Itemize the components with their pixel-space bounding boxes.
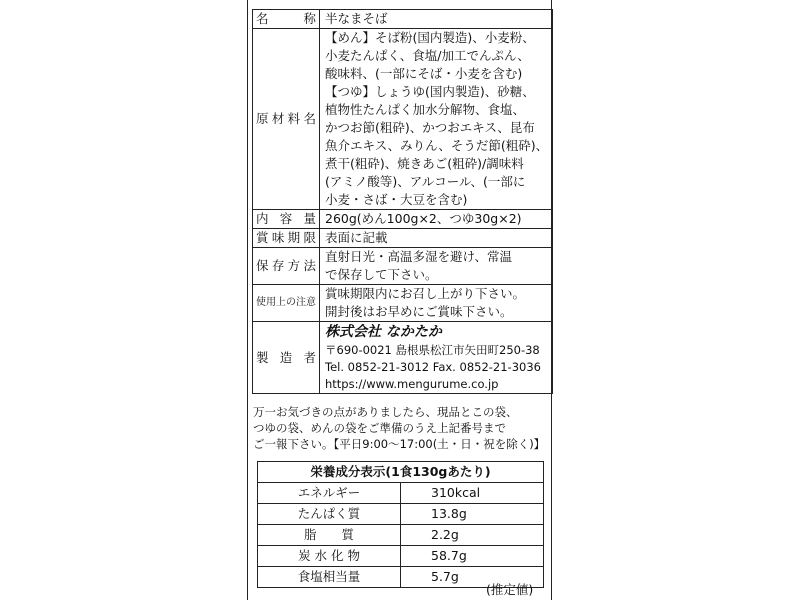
- ingredients-line: 小麦たんぱく、食塩/加工でんぷん、: [325, 48, 530, 63]
- nutrition-row: [258, 525, 544, 546]
- row-contents: [253, 210, 553, 229]
- nutrient-name: エネルギー: [258, 483, 401, 504]
- contents-key: 内 容 量: [253, 210, 320, 229]
- nutrition-title: 栄養成分表示(1食130gあたり): [258, 462, 544, 483]
- best-before-text: 表面に記載: [325, 230, 388, 245]
- nutrition-table: [257, 461, 544, 588]
- net-contents: 260g(めん100g×2、つゆ30g×2): [325, 211, 522, 226]
- row-usage-notes: [253, 285, 553, 322]
- manufacturer-value: [320, 322, 553, 394]
- product-name: 半なまそば: [325, 11, 388, 26]
- ingredients-line: (アミノ酸等)、アルコール、(一部に: [325, 174, 526, 189]
- nutrient-value: 2.2g: [401, 525, 544, 546]
- usage-notes-key: 使用上の注意: [253, 285, 320, 322]
- nutrient-value: 5.7g: [401, 567, 544, 588]
- ingredients-key: 原材料名: [253, 29, 320, 210]
- nutrient-name: 食塩相当量: [258, 567, 401, 588]
- notice-line: 万一お気づきの点がありましたら、現品とこの袋、: [253, 405, 518, 419]
- storage-value: [320, 248, 553, 285]
- row-best-before: [253, 229, 553, 248]
- nutrient-value: 58.7g: [401, 546, 544, 567]
- storage-line: 直射日光・高温多湿を避け、常温: [325, 249, 513, 264]
- manufacturer-key: 製 造 者: [253, 322, 320, 394]
- company-phone-fax: Tel. 0852-21-3012 Fax. 0852-21-3036: [325, 360, 541, 374]
- nutrient-name: 脂 質: [258, 525, 401, 546]
- ingredients-line: 煮干(粗砕)、焼きあご(粗砕)/調味料: [325, 156, 524, 171]
- best-before-key: 賞味期限: [253, 229, 320, 248]
- company-address: 〒690-0021 島根県松江市矢田町250-38: [325, 343, 540, 357]
- company-url: https://www.mengurume.co.jp: [325, 377, 499, 391]
- row-name: [253, 10, 553, 29]
- ingredients-line: かつお節(粗砕)、かつおエキス、昆布: [325, 120, 535, 135]
- ingredients-line: 【めん】そば粉(国内製造)、小麦粉、: [325, 30, 535, 45]
- storage-line: で保存して下さい。: [325, 267, 438, 282]
- name-key: 名 称: [253, 10, 320, 29]
- ingredients-line: 酸味料、(一部にそば・小麦を含む): [325, 66, 523, 81]
- storage-key: 保存方法: [253, 248, 320, 285]
- ingredients-line: 小麦・さば・大豆を含む): [325, 192, 468, 207]
- nutrition-row: [258, 546, 544, 567]
- usage-note-line: 開封後はお早めにご賞味下さい。: [325, 304, 513, 319]
- company-name: 株式会社 なかたか: [325, 324, 442, 340]
- nutrient-name: 炭 水 化 物: [258, 546, 401, 567]
- name-value: [320, 10, 553, 29]
- usage-notes-value: [320, 285, 553, 322]
- nutrition-header-row: [258, 462, 544, 483]
- ingredients-value: [320, 29, 553, 210]
- nutrient-value: 310kcal: [401, 483, 544, 504]
- best-before-value: [320, 229, 553, 248]
- usage-note-line: 賞味期限内にお召し上がり下さい。: [325, 286, 526, 301]
- row-ingredients: [253, 29, 553, 210]
- row-storage: [253, 248, 553, 285]
- row-manufacturer: [253, 322, 553, 394]
- contents-value: [320, 210, 553, 229]
- nutrition-row: [258, 504, 544, 525]
- estimate-note: (推定値): [486, 582, 534, 597]
- label-left-border: [247, 0, 248, 600]
- contact-notice: [253, 404, 549, 452]
- product-info-table: [252, 9, 553, 394]
- nutrition-row: [258, 483, 544, 504]
- notice-line: つゆの袋、めんの袋をご準備のうえ上記番号まで: [253, 421, 506, 435]
- nutrient-name: たんぱく質: [258, 504, 401, 525]
- nutrient-value: 13.8g: [401, 504, 544, 525]
- ingredients-line: 魚介エキス、みりん、そうだ節(粗砕)、: [325, 138, 549, 153]
- ingredients-line: 【つゆ】しょうゆ(国内製造)、砂糖、: [325, 84, 535, 99]
- ingredients-line: 植物性たんぱく加水分解物、食塩、: [325, 102, 526, 117]
- notice-line: ご一報下さい。【平日9:00〜17:00(土・日・祝を除く)】: [253, 437, 546, 451]
